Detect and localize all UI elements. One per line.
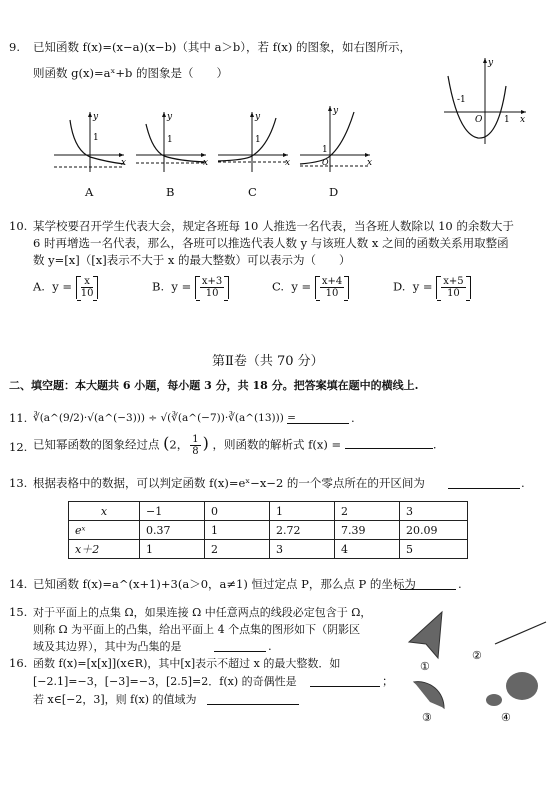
ref-1-label: 1 — [504, 115, 510, 125]
q10-line2: 6 时再增选一名代表，那么，各班可以推选代表人数 y 与该班人数 x 之间的函数关系用取整函 — [33, 236, 509, 250]
q10-choice-d — [393, 276, 471, 299]
q11-number: 11. — [9, 411, 28, 425]
q9-option-b-label: B — [166, 185, 175, 199]
q9-option-d-graph — [298, 104, 374, 174]
q13-text: 根据表格中的数据，可以判定函数 f(x)=eˣ−x−2 的一个零点所在的开区间为 — [33, 476, 425, 490]
table-cell: 2 — [205, 540, 270, 559]
q14-answer-blank[interactable] — [400, 577, 456, 590]
q10-d-den: 10 — [447, 288, 460, 299]
q16-parity-blank[interactable] — [310, 674, 380, 687]
q16-line3: 若 x∈[−2，3]，则 f(x) 的值域为 — [33, 693, 197, 706]
q14-end: . — [458, 577, 462, 591]
figure-2-segment — [495, 622, 546, 644]
q10-b-lhs: y = — [171, 279, 192, 294]
q14-number: 14. — [9, 577, 28, 591]
table-cell: 1 — [270, 502, 335, 521]
table-cell: 0 — [205, 502, 270, 521]
q12-text-b: ，则函数的解析式 f(x) = — [212, 437, 342, 452]
q10-b-letter: B. — [152, 279, 165, 294]
table-row — [69, 502, 468, 521]
table-cell: 7.39 — [335, 521, 400, 540]
ref-neg1-label: -1 — [457, 95, 466, 105]
q12-text-a: 已知幂函数的图象经过点 — [33, 437, 160, 452]
fill-in-section-title: 二、填空题：本大题共 6 小题，每小题 3 分，共 18 分。把答案填在题中的横线上. — [9, 379, 419, 392]
figure-2-label: ② — [472, 649, 482, 662]
table-cell: x＋2 — [69, 540, 140, 559]
table-cell: 20.09 — [400, 521, 468, 540]
q11-expression: ∛(a^(9/2)·√(a^(−3))) ÷ √(∛(a^(−7))·∛(a^(13))) = — [33, 412, 296, 424]
q12-number: 12. — [9, 440, 28, 454]
table-cell: 1 — [205, 521, 270, 540]
q10-b-den: 10 — [205, 288, 219, 299]
q10-a-den: 10 — [80, 288, 94, 299]
q9-option-c-label: C — [248, 185, 257, 199]
q9-line2: 则函数 g(x)=aˣ+b 的图象是（ ） — [33, 66, 228, 80]
q10-a-num: x — [81, 276, 94, 288]
table-cell: −1 — [140, 502, 205, 521]
table-cell: 0.37 — [140, 521, 205, 540]
optD-x-label: x — [367, 158, 373, 168]
optD-1-label: 1 — [322, 145, 328, 155]
q10-choice-c — [272, 276, 349, 299]
ref-y-label: y — [488, 58, 494, 68]
q10-c-lhs: y = — [291, 279, 312, 294]
q10-d-num: x+5 — [443, 276, 464, 287]
optB-x-label: x — [203, 158, 209, 168]
q9-reference-graph — [440, 56, 530, 146]
q11-end: . — [351, 411, 355, 425]
q10-c-den: 10 — [325, 288, 339, 299]
q16-line2: [−2.1]=−3，[−3]=−3，[2.5]=2．f(x) 的奇偶性是 — [33, 675, 297, 688]
table-row — [69, 521, 468, 540]
q12-point-x: 2， — [169, 437, 189, 452]
q10-number: 10. — [9, 219, 28, 233]
q9-option-a-graph — [52, 110, 128, 174]
q12-text: 已知幂函数的图象经过点 (2， $\frac{1}{8}$ ) ，则函数的解析式 f(x) = . — [33, 433, 437, 457]
optD-O-label: O — [322, 158, 329, 167]
figure-3-label: ③ — [422, 711, 432, 724]
section-2-title: 第Ⅱ卷（共 70 分） — [212, 354, 324, 369]
q13-answer-blank[interactable] — [448, 476, 520, 489]
table-cell: eˣ — [69, 521, 140, 540]
q10-choice-b — [152, 276, 229, 299]
q12-point-den: 8 — [192, 446, 199, 457]
q13-end: . — [521, 476, 525, 490]
q10-d-letter: D. — [393, 279, 406, 294]
q16-line2-end: ； — [382, 674, 394, 688]
q16-range-blank[interactable] — [207, 692, 299, 705]
optC-1-label: 1 — [255, 135, 261, 145]
q9-option-a-label: A — [85, 185, 94, 199]
q12-end: . — [432, 437, 437, 452]
q10-line3: 数 y=[x]（[x]表示不大于 x 的最大整数）可以表示为（ ） — [33, 253, 351, 267]
q12-point-num: 1 — [192, 434, 199, 445]
q10-a-lhs: y = — [52, 279, 73, 294]
q16-line1: 函数 f(x)=[x[x]](x∈R)，其中[x]表示不超过 x 的最大整数．如 — [33, 657, 341, 670]
optA-y-label: y — [93, 112, 99, 122]
optC-x-label: x — [285, 158, 291, 168]
q15-end: . — [268, 639, 272, 653]
table-cell: x — [69, 502, 140, 521]
optC-y-label: y — [255, 112, 261, 122]
q15-answer-blank[interactable] — [214, 639, 266, 652]
q10-d-lhs: y = — [412, 279, 433, 294]
q12-answer-blank[interactable] — [345, 436, 433, 449]
optB-1-label: 1 — [167, 135, 173, 145]
ref-O-label: O — [475, 115, 483, 125]
table-cell: 2.72 — [270, 521, 335, 540]
q10-a-letter: A. — [33, 279, 45, 294]
q9-line1: 已知函数 f(x)=(x−a)(x−b)（其中 a＞b），若 f(x) 的图象，如右图所示， — [33, 40, 412, 54]
q9-option-d-label: D — [329, 185, 339, 199]
q13-table — [68, 501, 468, 559]
table-cell: 4 — [335, 540, 400, 559]
table-cell: 3 — [270, 540, 335, 559]
q15-number: 15. — [9, 605, 28, 619]
table-cell: 2 — [335, 502, 400, 521]
q10-c-letter: C. — [272, 279, 285, 294]
optA-1-label: 1 — [93, 133, 99, 143]
q10-choice-a — [33, 276, 98, 299]
figure-4-large-ellipse — [506, 672, 538, 700]
q9-option-b-graph — [134, 110, 210, 174]
q9-number: 9. — [9, 40, 20, 54]
ref-x-label: x — [520, 115, 526, 125]
q15-line1: 对于平面上的点集 Ω，如果连接 Ω 中任意两点的线段必定包含于 Ω， — [33, 606, 372, 619]
q15-figures — [400, 604, 550, 734]
q10-c-num: x+4 — [321, 276, 343, 287]
q11-answer-blank[interactable] — [287, 411, 349, 424]
q10-b-num: x+3 — [201, 276, 223, 287]
figure-1-shape — [409, 612, 442, 658]
figure-1-label: ① — [420, 660, 430, 673]
q13-number: 13. — [9, 476, 28, 490]
q15-line2: 则称 Ω 为平面上的凸集，给出平面上 4 个点集的图形如下（阴影区 — [33, 623, 361, 636]
table-cell: 5 — [400, 540, 468, 559]
table-cell: 1 — [140, 540, 205, 559]
q9-option-c-graph — [216, 110, 292, 174]
q16-number: 16. — [9, 656, 28, 670]
figure-4-small-ellipse — [486, 694, 502, 706]
figure-4-label: ④ — [501, 711, 511, 724]
optD-y-label: y — [333, 106, 339, 116]
optB-y-label: y — [167, 112, 173, 122]
optA-x-label: x — [121, 158, 127, 168]
q14-text: 已知函数 f(x)=a^(x+1)+3(a＞0，a≠1) 恒过定点 P，那么点 P 的坐标为 — [33, 577, 416, 591]
table-row — [69, 540, 468, 559]
table-cell: 3 — [400, 502, 468, 521]
q15-line3: 域及其边界），其中为凸集的是 — [33, 640, 182, 653]
q10-line1: 某学校要召开学生代表大会，规定各班每 10 人推选一名代表，当各班人数除以 10 的余数大于 — [33, 219, 514, 233]
